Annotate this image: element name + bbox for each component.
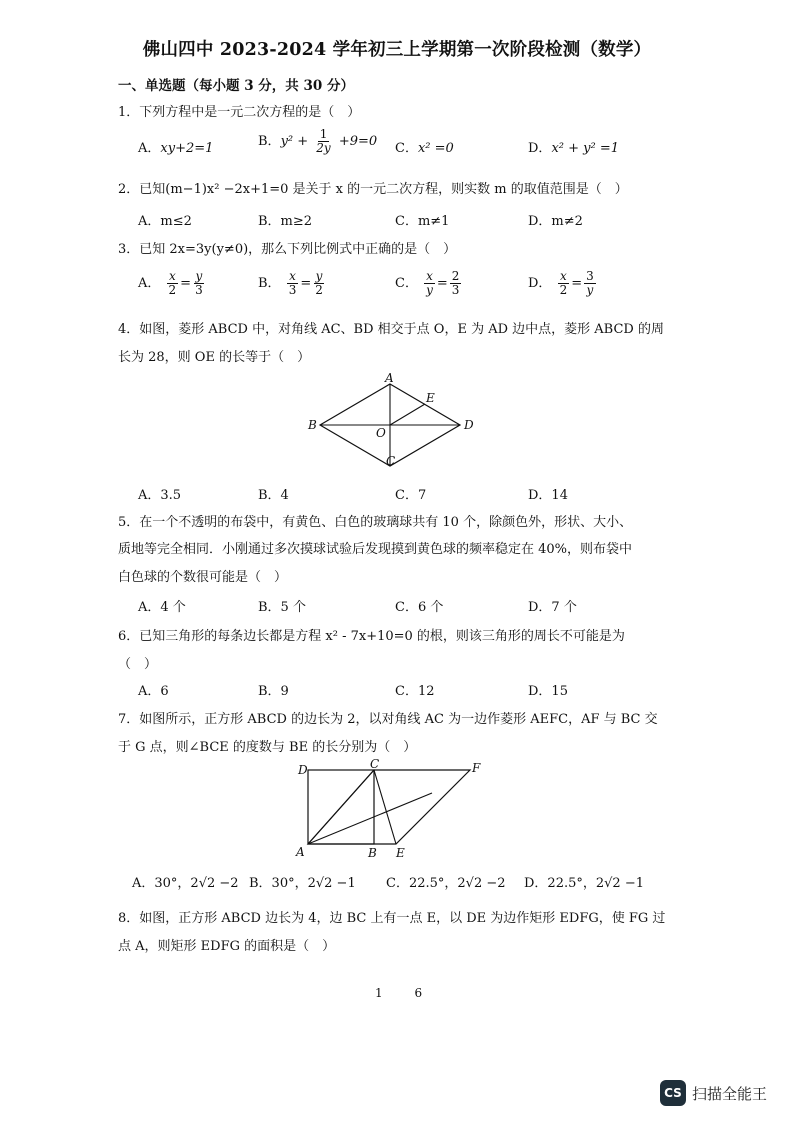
label-a: A bbox=[385, 371, 394, 385]
q4-option-b: B．4 bbox=[258, 488, 289, 503]
section-heading: 一、单选题（每小题 3 分，共 30 分） bbox=[118, 78, 354, 94]
q1-option-d: D．x² + y² =1 bbox=[528, 141, 619, 156]
q5-option-a: A．4 个 bbox=[138, 600, 186, 615]
q4-stem-line1: 4．如图，菱形 ABCD 中，对角线 AC、BD 相交于点 O，E 为 AD 边中点，菱形 ABCD 的周 bbox=[118, 322, 664, 337]
q6-option-d: D．15 bbox=[528, 684, 568, 699]
q2-stem: 2．已知(m−1)x² −2x+1=0 是关于 x 的一元二次方程，则实数 m 的取值范围是（ ） bbox=[118, 182, 628, 197]
label-f: F bbox=[472, 761, 481, 775]
q1-option-a: A．xy+2=1 bbox=[138, 141, 214, 156]
q7-option-d: D．22.5°，2√2 −1 bbox=[524, 876, 644, 891]
q1-option-c: C．x² =0 bbox=[395, 141, 454, 156]
page-title: 佛山四中 2023-2024 学年初三上学期第一次阶段检测（数学） bbox=[142, 40, 652, 60]
q7-option-b: B．30°，2√2 −1 bbox=[249, 876, 356, 891]
segment-ce bbox=[374, 770, 396, 844]
scanner-watermark bbox=[660, 1080, 767, 1106]
q8-line2: 点 A，则矩形 EDFG 的面积是（ ） bbox=[118, 939, 336, 954]
label-c: C bbox=[370, 757, 380, 771]
label-e: E bbox=[396, 846, 405, 860]
q7-line1: 7．如图所示，正方形 ABCD 的边长为 2，以对角线 AC 为一边作菱形 AEFC，AF 与 BC 交 bbox=[118, 712, 658, 727]
q1-stem: 1．下列方程中是一元二次方程的是（ ） bbox=[118, 105, 361, 120]
label-d: D bbox=[464, 418, 474, 432]
segment-oe bbox=[390, 404, 425, 425]
q3-stem: 3．已知 2x=3y(y≠0)，那么下列比例式中正确的是（ ） bbox=[118, 242, 457, 257]
q2-option-b: B．m≥2 bbox=[258, 214, 313, 229]
label-c: C bbox=[386, 454, 396, 468]
q1-b-fraction: $\frac{1}{2y}$ bbox=[316, 127, 331, 155]
label-b: B bbox=[368, 846, 377, 860]
q8-line1: 8．如图，正方形 ABCD 边长为 4，边 BC 上有一点 E，以 DE 为边作矩形 EDFG，使 FG 过 bbox=[118, 911, 666, 926]
label-e: E bbox=[426, 391, 435, 405]
q7-option-c: C．22.5°，2√2 −2 bbox=[386, 876, 506, 891]
q5-option-c: C．6 个 bbox=[395, 600, 444, 615]
q3-option-c: C． $\frac{x}{y}$ = $\frac{2}{3}$ bbox=[395, 269, 460, 297]
q5-line2: 质地等完全相同．小刚通过多次摸球试验后发现摸到黄色球的频率稳定在 40%，则布袋中 bbox=[118, 542, 633, 557]
rhombus-aefc bbox=[308, 770, 470, 844]
q2-option-d: D．m≠2 bbox=[528, 214, 583, 229]
q2-option-a: A．m≤2 bbox=[138, 214, 192, 229]
q4-option-c: C．7 bbox=[395, 488, 427, 503]
q7-option-a: A．30°，2√2 −2 bbox=[132, 876, 239, 891]
segment-af bbox=[308, 793, 432, 844]
q3-option-d: D． $\frac{x}{2}$ = $\frac{3}{y}$ bbox=[528, 269, 594, 297]
camscanner-logo-icon: CS bbox=[660, 1080, 686, 1106]
q5-line1: 5．在一个不透明的布袋中，有黄色、白色的玻璃球共有 10 个，除颜色外，形状、大小、 bbox=[118, 515, 633, 530]
q1-option-b: B．y² + $\frac{1}{2y}$ +9=0 bbox=[258, 127, 378, 155]
q4-stem-line2: 长为 28，则 OE 的长等于（ ） bbox=[118, 350, 311, 365]
q5-option-b: B．5 个 bbox=[258, 600, 306, 615]
label-b: B bbox=[308, 418, 317, 432]
label-o: O bbox=[376, 426, 386, 440]
q7-line2: 于 G 点，则∠BCE 的度数与 BE 的长分别为（ ） bbox=[118, 740, 417, 755]
q6-line2: （ ） bbox=[118, 657, 158, 672]
q4-rhombus-figure bbox=[300, 370, 480, 470]
q6-option-a: A．6 bbox=[138, 684, 169, 699]
q5-line3: 白色球的个数很可能是（ ） bbox=[118, 570, 288, 585]
diagonal-ac bbox=[308, 770, 374, 844]
watermark-text: 扫描全能王 bbox=[692, 1084, 768, 1103]
label-a: A bbox=[296, 845, 305, 859]
q2-option-c: C．m≠1 bbox=[395, 214, 450, 229]
q5-option-d: D．7 个 bbox=[528, 600, 577, 615]
q4-option-d: D．14 bbox=[528, 488, 568, 503]
q7-square-rhombus-figure bbox=[292, 756, 492, 862]
q6-option-c: C．12 bbox=[395, 684, 435, 699]
q4-option-a: A．3.5 bbox=[138, 488, 182, 503]
q3-option-a: A． $\frac{x}{2}$ = $\frac{y}{3}$ bbox=[138, 269, 203, 297]
label-d: D bbox=[298, 763, 308, 777]
q3-option-b: B． $\frac{x}{3}$ = $\frac{y}{2}$ bbox=[258, 269, 323, 297]
q6-option-b: B．9 bbox=[258, 684, 289, 699]
q6-line1: 6．已知三角形的每条边长都是方程 x² - 7x+10=0 的根，则该三角形的周长不可能是为 bbox=[118, 629, 625, 644]
page-number: 1 6 bbox=[375, 986, 437, 1000]
